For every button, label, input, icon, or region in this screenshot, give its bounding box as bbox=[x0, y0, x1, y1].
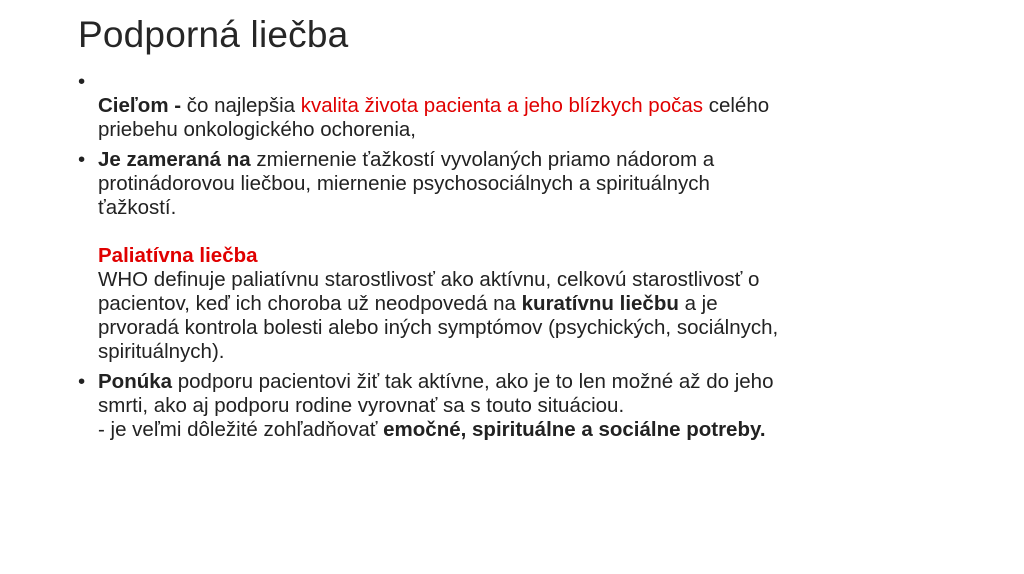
goal-highlight: kvalita života pacienta a jeho blízkych počas bbox=[300, 94, 704, 117]
bullet-item-focus bbox=[78, 148, 958, 364]
blank-line bbox=[98, 70, 958, 94]
goal-line-1 bbox=[98, 94, 958, 118]
offers-label: Ponúka bbox=[98, 370, 173, 393]
who-line-4: spirituálnych). bbox=[98, 340, 225, 363]
who-line-1: WHO definuje paliatívnu starostlivosť ako aktívnu, celkovú starostlivosť o bbox=[98, 268, 760, 291]
bullet-item-goal bbox=[78, 70, 958, 142]
focus-line-3: ťažkostí. bbox=[98, 196, 177, 219]
focus-line-1 bbox=[98, 148, 958, 172]
offers-text-1: podporu pacientovi žiť tak aktívne, ako je to len možné až do jeho bbox=[172, 370, 774, 393]
palliative-heading: Paliatívna liečba bbox=[98, 244, 258, 267]
bullet-item-offers bbox=[78, 370, 958, 442]
who-text-2a: pacientov, keď ich choroba už neodpovedá na bbox=[98, 292, 522, 315]
goal-text-1: čo najlepšia bbox=[181, 94, 301, 117]
who-line-2 bbox=[98, 292, 958, 316]
who-line-3: prvoradá kontrola bolesti alebo iných symptómov (psychických, sociálnych, bbox=[98, 316, 779, 339]
bullet-icon: • bbox=[78, 148, 86, 171]
goal-line-2: priebehu onkologického ochorenia, bbox=[98, 118, 416, 141]
focus-text-1: zmiernenie ťažkostí vyvolaných priamo nádorom a bbox=[250, 148, 715, 171]
needs-emphasis: emočné, spirituálne a sociálne potreby. bbox=[383, 418, 766, 441]
bullet-icon: • bbox=[78, 70, 86, 93]
bullet-list bbox=[78, 70, 958, 448]
goal-text-2: celého bbox=[703, 94, 770, 117]
bullet-icon: • bbox=[78, 370, 86, 393]
focus-line-2: protinádorovou liečbou, miernenie psychosociálnych a spirituálnych bbox=[98, 172, 710, 195]
offers-line-2: smrti, ako aj podporu rodine vyrovnať sa s touto situáciou. bbox=[98, 394, 625, 417]
curative-treatment: kuratívnu liečbu bbox=[521, 292, 679, 315]
goal-label: Cieľom - bbox=[98, 94, 182, 117]
offers-text-3a: - je veľmi dôležité zohľadňovať bbox=[98, 418, 384, 441]
slide-title: Podporná liečba bbox=[78, 14, 349, 55]
who-text-2c: a je bbox=[678, 292, 718, 315]
blank-line bbox=[98, 220, 958, 244]
offers-line-3 bbox=[98, 418, 958, 442]
offers-line-1 bbox=[98, 370, 958, 394]
focus-label: Je zameraná na bbox=[98, 148, 251, 171]
